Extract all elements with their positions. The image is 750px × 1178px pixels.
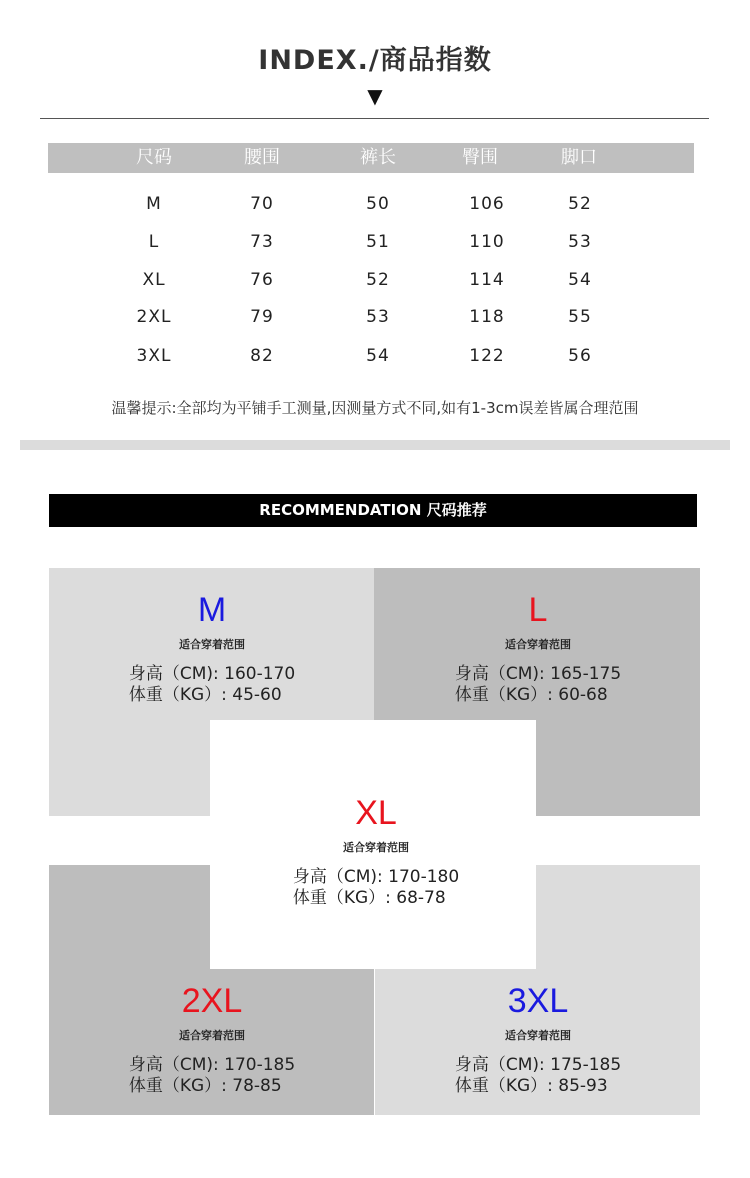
size-label: XL [355,794,397,832]
weight-range: 体重（KG）: 45-60 [128,685,282,705]
table-cell: 55 [568,307,592,327]
table-cell: 52 [366,270,390,290]
table-cell: 110 [469,232,505,252]
table-cell: L [148,232,160,252]
table-cell: 56 [568,346,592,366]
table-cell: 82 [250,346,274,366]
recommendation-banner: RECOMMENDATION 尺码推荐 [49,494,697,527]
table-cell: 50 [366,194,390,214]
size-label: L [528,591,548,629]
fit-range-subtitle: 适合穿着范围 [343,841,409,854]
table-cell: 52 [568,194,592,214]
height-range: 身高（CM): 175-185 [454,1055,622,1075]
table-row [0,265,750,295]
table-cell: 2XL [136,307,172,327]
table-cell: 53 [568,232,592,252]
table-cell: M [146,194,162,214]
fit-range-subtitle: 适合穿着范围 [505,638,571,651]
fit-range-subtitle: 适合穿着范围 [179,1029,245,1042]
table-cell: 79 [250,307,274,327]
weight-range: 体重（KG）: 68-78 [292,888,446,908]
table-row [0,227,750,257]
weight-range: 体重（KG）: 85-93 [454,1076,608,1096]
fit-range-subtitle: 适合穿着范围 [179,638,245,651]
table-cell: 53 [366,307,390,327]
size-card-2xl [50,981,374,1097]
fit-range-subtitle: 适合穿着范围 [505,1029,571,1042]
table-cell: 70 [250,194,274,214]
height-range: 身高（CM): 165-175 [454,664,622,684]
table-cell: 118 [469,307,505,327]
table-cell: 73 [250,232,274,252]
size-label: M [197,591,227,629]
table-cell: 54 [366,346,390,366]
size-card-m [50,590,374,706]
table-cell: 106 [469,194,505,214]
height-range: 身高（CM): 170-185 [128,1055,296,1075]
column-header-hip: 臀围 [462,147,498,168]
table-row [0,302,750,332]
column-header-hem: 脚口 [561,147,597,168]
weight-range: 体重（KG）: 78-85 [128,1076,282,1096]
table-cell: 3XL [136,346,172,366]
table-cell: 122 [469,346,505,366]
column-header-waist: 腰围 [244,147,280,168]
height-range: 身高（CM): 160-170 [128,664,296,684]
table-row [0,189,750,219]
table-cell: 51 [366,232,390,252]
table-cell: 54 [568,270,592,290]
column-header-size: 尺码 [136,147,172,168]
height-range: 身高（CM): 170-180 [292,867,460,887]
down-arrow-icon: ▼ [367,84,383,108]
table-cell: XL [142,270,166,290]
size-label: 3XL [507,982,569,1020]
table-cell: 114 [469,270,505,290]
size-card-3xl [376,981,700,1097]
table-row [0,341,750,371]
measurement-note: 温馨提示:全部均为平铺手工测量,因测量方式不同,如有1-3cm误差皆属合理范围 [111,399,639,417]
section-divider [20,440,730,450]
size-card-xl [214,793,538,909]
size-label: 2XL [181,982,243,1020]
table-cell: 76 [250,270,274,290]
size-card-l [376,590,700,706]
column-header-length: 裤长 [360,147,396,168]
divider-line [40,118,709,119]
page-title: INDEX./商品指数 [258,45,492,76]
weight-range: 体重（KG）: 60-68 [454,685,608,705]
size-table-header [48,143,694,173]
